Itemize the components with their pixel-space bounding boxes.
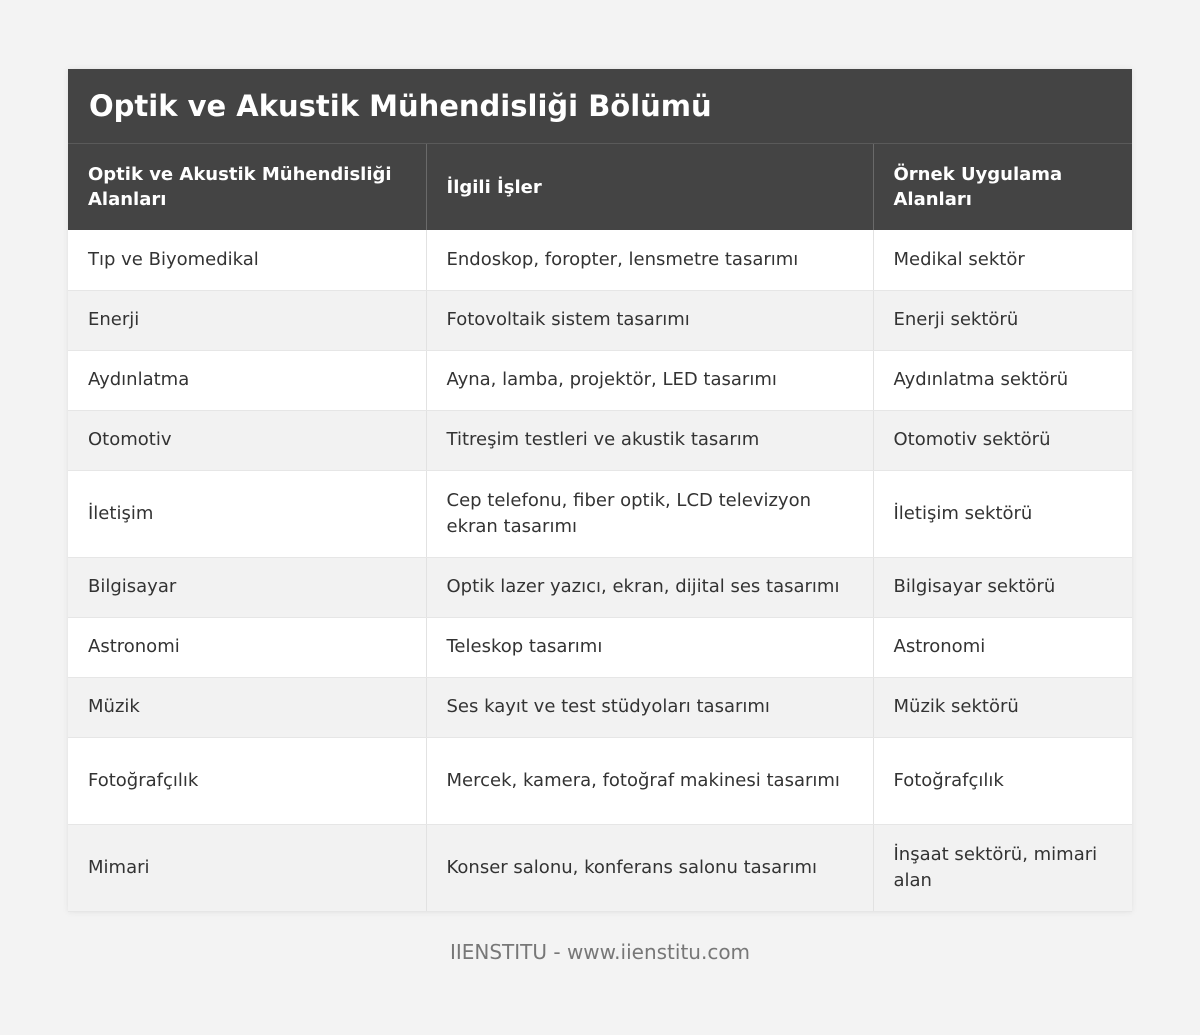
table-row [68, 470, 1132, 557]
table-cell: Aydınlatma [68, 350, 426, 410]
table-cell: Enerji [68, 290, 426, 350]
table-cell: İletişim sektörü [873, 470, 1132, 557]
table-row [68, 677, 1132, 737]
table-cell: Fotoğrafçılık [873, 737, 1132, 824]
table-cell: İletişim [68, 470, 426, 557]
table-cell: Mimari [68, 824, 426, 911]
table-cell: Medikal sektör [873, 230, 1132, 290]
column-header-jobs: İlgili İşler [426, 144, 873, 230]
footer-credit: IIENSTITU - www.iienstitu.com [449, 940, 751, 964]
table-cell: Astronomi [68, 617, 426, 677]
table-cell: Otomotiv [68, 410, 426, 470]
header-row [68, 144, 1132, 230]
table-cell: Mercek, kamera, fotoğraf makinesi tasarımı [426, 737, 873, 824]
table-cell: Enerji sektörü [873, 290, 1132, 350]
table-cell: Bilgisayar [68, 557, 426, 617]
table-cell: Cep telefonu, fiber optik, LCD televizyon ekran tasarımı [426, 470, 873, 557]
column-header-areas: Optik ve Akustik Mühendisliği Alanları [68, 144, 426, 230]
table-row [68, 410, 1132, 470]
table-row [68, 617, 1132, 677]
table-cell: Konser salonu, konferans salonu tasarımı [426, 824, 873, 911]
table-cell: Tıp ve Biyomedikal [68, 230, 426, 290]
table-row [68, 557, 1132, 617]
table-row [68, 737, 1132, 824]
table-card [68, 69, 1132, 912]
table-cell: Titreşim testleri ve akustik tasarım [426, 410, 873, 470]
table-cell: Teleskop tasarımı [426, 617, 873, 677]
table-cell: Müzik sektörü [873, 677, 1132, 737]
table-cell: Fotovoltaik sistem tasarımı [426, 290, 873, 350]
table-row [68, 230, 1132, 290]
column-header-applications: Örnek Uygulama Alanları [873, 144, 1132, 230]
table-cell: Otomotiv sektörü [873, 410, 1132, 470]
table-cell: Aydınlatma sektörü [873, 350, 1132, 410]
title-bar [68, 69, 1132, 144]
table-body [68, 230, 1132, 911]
table-cell: Endoskop, foropter, lensmetre tasarımı [426, 230, 873, 290]
table-cell: Ayna, lamba, projektör, LED tasarımı [426, 350, 873, 410]
table-row [68, 290, 1132, 350]
table-cell: Müzik [68, 677, 426, 737]
table-cell: Optik lazer yazıcı, ekran, dijital ses tasarımı [426, 557, 873, 617]
data-table [68, 144, 1132, 912]
table-header [68, 144, 1132, 230]
table-row [68, 350, 1132, 410]
table-cell: Astronomi [873, 617, 1132, 677]
table-cell: İnşaat sektörü, mimari alan [873, 824, 1132, 911]
table-cell: Ses kayıt ve test stüdyoları tasarımı [426, 677, 873, 737]
table-cell: Bilgisayar sektörü [873, 557, 1132, 617]
table-cell: Fotoğrafçılık [68, 737, 426, 824]
page-title: Optik ve Akustik Mühendisliği Bölümü [89, 89, 712, 123]
table-row [68, 824, 1132, 911]
